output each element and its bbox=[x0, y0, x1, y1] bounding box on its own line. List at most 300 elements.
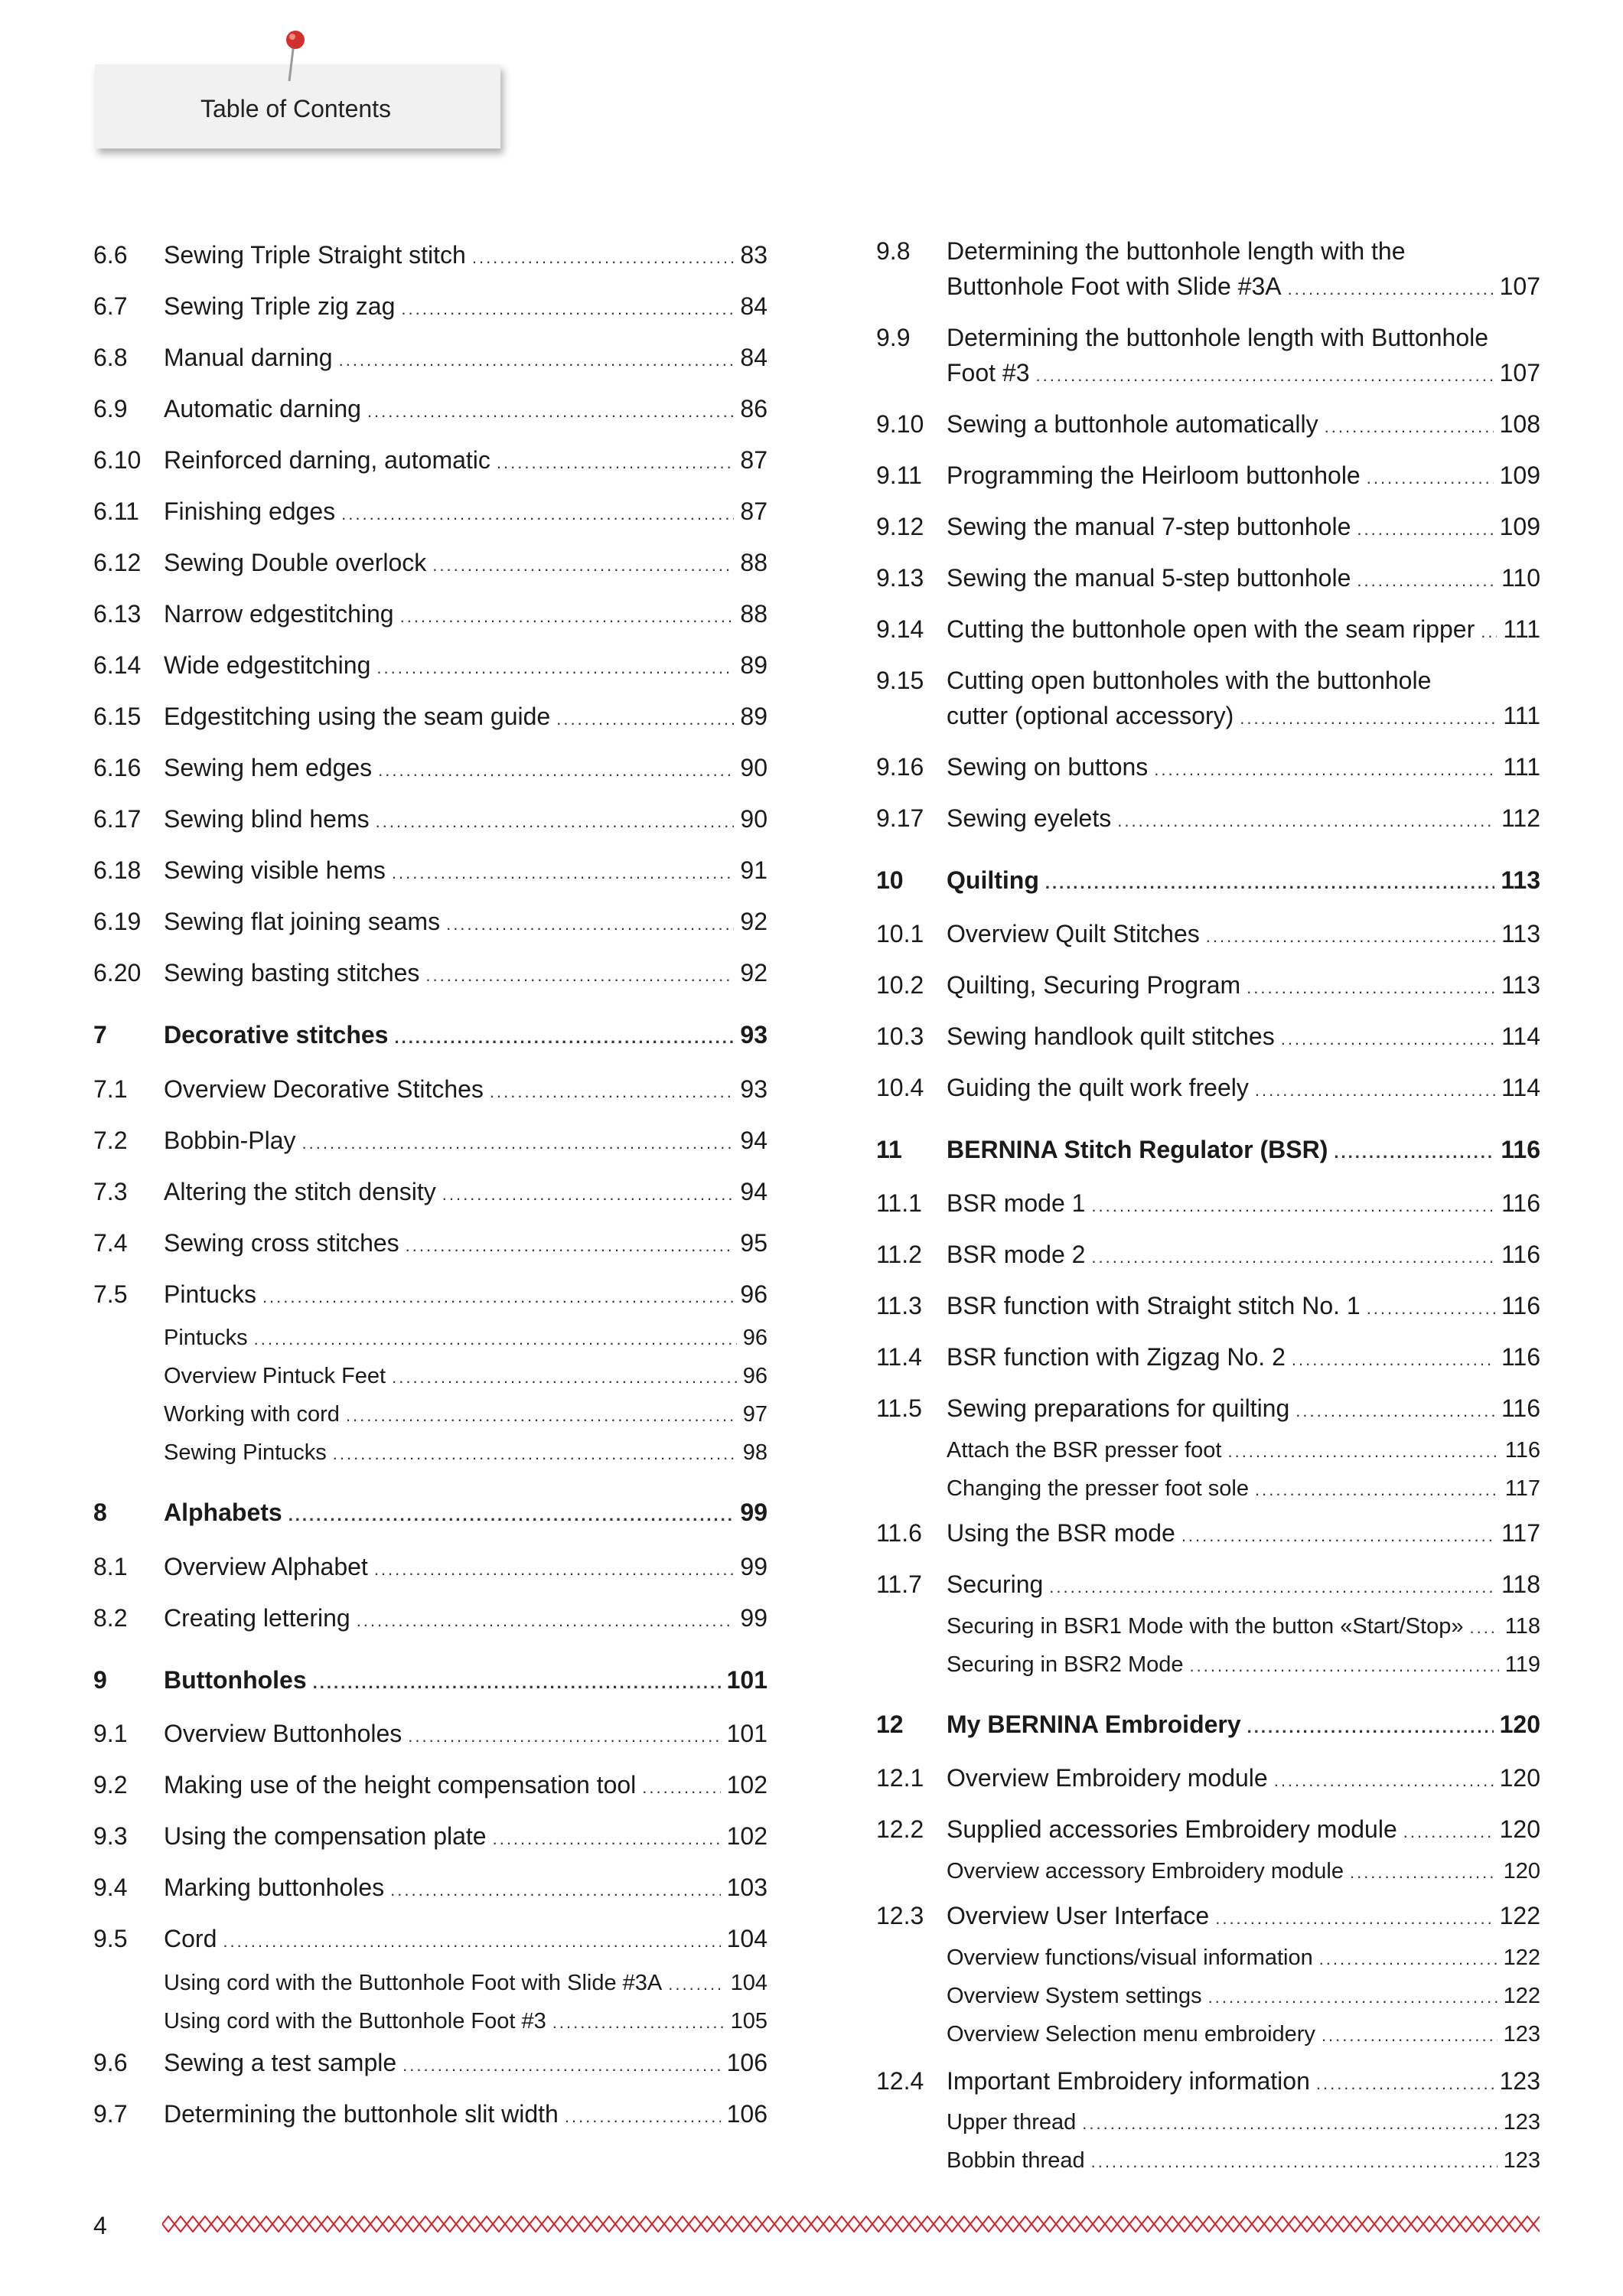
toc-entry-row[interactable] bbox=[876, 749, 1540, 784]
toc-page-number: 120 bbox=[1503, 1859, 1540, 1883]
toc-entry-row[interactable] bbox=[93, 1225, 768, 1261]
dot-leader bbox=[1288, 272, 1494, 307]
toc-page-number: 123 bbox=[1503, 2022, 1540, 2047]
dot-leader bbox=[262, 1280, 734, 1315]
dot-leader bbox=[1247, 970, 1495, 1006]
dot-leader bbox=[1274, 1763, 1494, 1799]
toc-page-number: 120 bbox=[1499, 1711, 1540, 1738]
toc-section-number: 6.20 bbox=[93, 959, 142, 987]
toc-entry-title: Sewing eyelets bbox=[947, 804, 1112, 832]
toc-page-number: 92 bbox=[740, 959, 768, 987]
toc-entry-title: Buttonhole Foot with Slide #3A bbox=[947, 272, 1282, 300]
dot-leader bbox=[406, 1228, 735, 1264]
toc-page-number: 111 bbox=[1503, 702, 1540, 729]
toc-entry-row[interactable] bbox=[876, 1288, 1540, 1323]
toc-entry-title: Using the compensation plate bbox=[164, 1822, 487, 1850]
dot-leader bbox=[1240, 701, 1497, 736]
toc-section-number: 9.4 bbox=[93, 1874, 128, 1901]
toc-section-number: 12.4 bbox=[876, 2067, 924, 2095]
toc-entry-title: BERNINA Stitch Regulator (BSR) bbox=[947, 1136, 1328, 1163]
toc-page-number: 122 bbox=[1503, 1945, 1540, 1970]
toc-page-number: 111 bbox=[1503, 615, 1540, 643]
toc-section-number: 7.5 bbox=[93, 1280, 128, 1308]
toc-entry-title: Sewing cross stitches bbox=[164, 1229, 399, 1257]
toc-sub-row[interactable] bbox=[876, 1977, 1540, 2015]
toc-entry-row[interactable] bbox=[876, 916, 1540, 951]
toc-entry-title: Sewing visible hems bbox=[164, 856, 386, 884]
toc-entry-title: Cutting open buttonholes with the buttonhole bbox=[947, 667, 1432, 694]
toc-section-number: 9.7 bbox=[93, 2100, 128, 2128]
dot-leader bbox=[390, 1873, 720, 1908]
toc-entry-title: Sewing Double overlock bbox=[164, 549, 427, 576]
dot-leader bbox=[1049, 1570, 1495, 1605]
toc-entry-row[interactable] bbox=[93, 904, 768, 939]
toc-entry-row[interactable] bbox=[876, 406, 1540, 442]
toc-entry-row[interactable] bbox=[876, 233, 1540, 304]
dot-leader bbox=[1247, 1710, 1494, 1745]
toc-entry-title: Securing in BSR2 Mode bbox=[947, 1652, 1184, 1677]
toc-section-number: 6.9 bbox=[93, 395, 128, 422]
dot-leader bbox=[497, 445, 735, 481]
toc-section-number: 6.15 bbox=[93, 703, 142, 730]
toc-section-number: 9.1 bbox=[93, 1720, 128, 1747]
toc-entry-title: Sewing handlook quilt stitches bbox=[947, 1022, 1275, 1050]
toc-section-number: 7.2 bbox=[93, 1127, 128, 1154]
toc-page-number: 94 bbox=[740, 1178, 768, 1205]
toc-section-number: 7 bbox=[93, 1021, 107, 1049]
toc-section-number: 9.12 bbox=[876, 513, 924, 540]
toc-entry-title: Sewing Triple Straight stitch bbox=[164, 241, 466, 269]
toc-page-number: 88 bbox=[740, 549, 768, 576]
dot-leader bbox=[1227, 1433, 1498, 1471]
dot-leader bbox=[392, 1358, 737, 1397]
toc-sub-row[interactable] bbox=[876, 1852, 1540, 1890]
toc-entry-row[interactable] bbox=[876, 1898, 1540, 1933]
toc-page-number: 96 bbox=[742, 1326, 768, 1350]
dot-leader bbox=[1316, 2066, 1494, 2102]
toc-entry-row[interactable] bbox=[93, 1071, 768, 1107]
toc-entry-title: Bobbin-Play bbox=[164, 1127, 296, 1154]
toc-entry-row[interactable] bbox=[93, 1870, 768, 1905]
toc-chapter-row[interactable] bbox=[93, 1017, 768, 1052]
toc-page-number: 113 bbox=[1501, 866, 1540, 894]
toc-entry-title: Decorative stitches bbox=[164, 1021, 389, 1049]
dot-leader bbox=[472, 240, 735, 276]
toc-entry-title: Buttonholes bbox=[164, 1666, 307, 1694]
toc-entry-title: cutter (optional accessory) bbox=[947, 702, 1234, 729]
toc-entry-title: Important Embroidery information bbox=[947, 2067, 1310, 2095]
dot-leader bbox=[378, 753, 734, 788]
dot-leader bbox=[1091, 1189, 1495, 1224]
toc-entry-row[interactable] bbox=[876, 1567, 1540, 1602]
dot-leader bbox=[333, 1435, 737, 1473]
toc-entry-row[interactable] bbox=[876, 1186, 1540, 1221]
toc-page-number: 88 bbox=[740, 600, 768, 628]
dot-leader bbox=[392, 856, 735, 891]
toc-chapter-row[interactable] bbox=[93, 1495, 768, 1530]
toc-entry-row[interactable] bbox=[93, 1600, 768, 1636]
dot-leader bbox=[490, 1075, 734, 1110]
dot-leader bbox=[1206, 919, 1495, 954]
toc-sub-row[interactable] bbox=[876, 1607, 1540, 1645]
toc-entry-title: Sewing Pintucks bbox=[164, 1440, 327, 1465]
toc-entry-row[interactable] bbox=[93, 1818, 768, 1854]
toc-section-number: 6.6 bbox=[93, 241, 128, 269]
toc-entry-title: Determining the buttonhole slit width bbox=[164, 2100, 559, 2128]
toc-entry-row[interactable] bbox=[876, 1760, 1540, 1795]
dot-leader bbox=[556, 702, 734, 737]
toc-entry-title: Altering the stitch density bbox=[164, 1178, 436, 1205]
dot-leader bbox=[1325, 409, 1494, 445]
dot-leader bbox=[1208, 1978, 1498, 2017]
dot-leader bbox=[432, 548, 734, 583]
toc-entry-title: Overview Quilt Stitches bbox=[947, 920, 1200, 947]
toc-chapter-row[interactable] bbox=[93, 1662, 768, 1698]
toc-page-number: 92 bbox=[740, 908, 768, 935]
toc-entry-row[interactable] bbox=[93, 1716, 768, 1751]
toc-page-number: 111 bbox=[1503, 753, 1540, 781]
dot-leader bbox=[400, 599, 735, 634]
toc-entry-row[interactable] bbox=[876, 1391, 1540, 1426]
toc-page-number: 102 bbox=[726, 1771, 768, 1799]
toc-page-number: 87 bbox=[740, 497, 768, 525]
toc-page-number: 117 bbox=[1504, 1476, 1540, 1501]
dot-leader bbox=[565, 2099, 721, 2135]
toc-page-number: 107 bbox=[1499, 272, 1540, 300]
toc-page-number: 113 bbox=[1501, 971, 1540, 999]
toc-entry-title: Reinforced darning, automatic bbox=[164, 446, 490, 474]
toc-sub-row[interactable] bbox=[876, 1469, 1540, 1508]
toc-entry-row[interactable] bbox=[876, 967, 1540, 1003]
toc-entry-title: Sewing Triple zig zag bbox=[164, 292, 396, 320]
toc-entry-title: Bobbin thread bbox=[947, 2148, 1085, 2173]
toc-section-number: 6.13 bbox=[93, 600, 142, 628]
dot-leader bbox=[254, 1320, 737, 1358]
toc-section-number: 9.10 bbox=[876, 410, 924, 438]
toc-page-number: 117 bbox=[1501, 1519, 1540, 1547]
dot-leader bbox=[425, 958, 734, 993]
toc-section-number: 6.10 bbox=[93, 446, 142, 474]
dot-leader bbox=[1357, 512, 1493, 547]
toc-section-number: 6.7 bbox=[93, 292, 128, 320]
toc-sub-row[interactable] bbox=[93, 1433, 768, 1472]
dot-leader bbox=[1350, 1854, 1498, 1892]
dot-leader bbox=[302, 1126, 735, 1161]
toc-entry-title: Sewing a test sample bbox=[164, 2049, 397, 2076]
toc-page-number: 116 bbox=[1504, 1438, 1540, 1463]
toc-entry-row[interactable] bbox=[93, 237, 768, 272]
toc-page-number: 107 bbox=[1499, 359, 1540, 386]
toc-chapter-row[interactable] bbox=[876, 1707, 1540, 1742]
toc-entry-row[interactable] bbox=[93, 750, 768, 785]
dot-leader bbox=[1117, 804, 1495, 839]
toc-entry-title: Making use of the height compensation tool bbox=[164, 1771, 637, 1799]
toc-entry-row[interactable] bbox=[876, 2063, 1540, 2099]
toc-entry-title: Using cord with the Buttonhole Foot #3 bbox=[164, 2009, 546, 2033]
toc-page-number: 83 bbox=[740, 241, 768, 269]
toc-section-number: 6.11 bbox=[93, 497, 139, 525]
toc-section-number: 12.1 bbox=[876, 1764, 924, 1792]
toc-entry-row[interactable] bbox=[93, 2096, 768, 2131]
dot-leader bbox=[374, 1552, 735, 1587]
toc-entry-title: Sewing blind hems bbox=[164, 805, 370, 833]
toc-entry-row[interactable] bbox=[93, 1549, 768, 1584]
toc-entry-row[interactable] bbox=[93, 853, 768, 888]
toc-entry-row[interactable] bbox=[93, 1277, 768, 1312]
dot-leader bbox=[1082, 2105, 1497, 2143]
toc-page-number: 90 bbox=[740, 805, 768, 833]
toc-section-number: 7.1 bbox=[93, 1075, 128, 1103]
toc-page-number: 98 bbox=[742, 1440, 768, 1465]
toc-page-number: 116 bbox=[1501, 1241, 1540, 1268]
toc-entry-title: Working with cord bbox=[164, 1402, 340, 1427]
toc-entry-title: Attach the BSR presser foot bbox=[947, 1438, 1222, 1463]
toc-section-number: 9.8 bbox=[876, 237, 911, 265]
toc-section-number: 11.7 bbox=[876, 1570, 922, 1598]
toc-entry-title: Manual darning bbox=[164, 344, 333, 371]
zigzag-diamond-border bbox=[162, 2213, 1540, 2235]
toc-page-number: 94 bbox=[740, 1127, 768, 1154]
toc-page-number: 116 bbox=[1501, 1292, 1540, 1319]
toc-entry-row[interactable] bbox=[876, 1019, 1540, 1054]
toc-section-number: 6.18 bbox=[93, 856, 142, 884]
toc-entry-row[interactable] bbox=[93, 1123, 768, 1158]
toc-page-number: 108 bbox=[1499, 410, 1540, 438]
toc-section-number: 9.15 bbox=[876, 667, 924, 694]
toc-entry-title: Overview Decorative Stitches bbox=[164, 1075, 484, 1103]
toc-sub-row[interactable] bbox=[876, 1939, 1540, 1977]
dot-leader bbox=[401, 292, 734, 327]
dot-leader bbox=[668, 1965, 724, 2004]
toc-entry-title: Overview Buttonholes bbox=[164, 1720, 402, 1747]
toc-entry-title: Pintucks bbox=[164, 1280, 256, 1308]
toc-entry-title: Securing in BSR1 Mode with the button «Start/Stop» bbox=[947, 1614, 1464, 1639]
toc-section-number: 7.4 bbox=[93, 1229, 128, 1257]
toc-sub-row[interactable] bbox=[93, 2002, 768, 2040]
toc-page-number: 95 bbox=[740, 1229, 768, 1257]
page-title: Table of Contents bbox=[200, 95, 392, 122]
toc-entry-title: Upper thread bbox=[947, 2110, 1077, 2135]
toc-page-number: 106 bbox=[726, 2100, 768, 2128]
dot-leader bbox=[341, 497, 734, 532]
toc-entry-title: Edgestitching using the seam guide bbox=[164, 703, 551, 730]
dot-leader bbox=[446, 907, 734, 942]
toc-page-number: 101 bbox=[726, 1666, 768, 1694]
toc-page-number: 122 bbox=[1503, 1984, 1540, 2008]
toc-page-number: 109 bbox=[1499, 461, 1540, 489]
toc-entry-row[interactable] bbox=[93, 289, 768, 324]
dot-leader bbox=[1255, 1471, 1499, 1509]
toc-entry-title: Supplied accessories Embroidery module bbox=[947, 1815, 1397, 1843]
toc-page-number: 114 bbox=[1501, 1022, 1540, 1050]
toc-section-number: 6.16 bbox=[93, 754, 142, 781]
toc-section-number: 9.3 bbox=[93, 1822, 128, 1850]
toc-entry-row[interactable] bbox=[93, 494, 768, 529]
dot-leader bbox=[402, 2048, 720, 2083]
toc-sub-row[interactable] bbox=[93, 1319, 768, 1357]
toc-page-number: 114 bbox=[1501, 1074, 1540, 1101]
toc-section-number: 6.8 bbox=[93, 344, 128, 371]
toc-section-number: 11.3 bbox=[876, 1292, 922, 1319]
toc-entry-title: Sewing basting stitches bbox=[164, 959, 420, 987]
toc-page-number: 93 bbox=[740, 1075, 768, 1103]
toc-section-number: 6.17 bbox=[93, 805, 142, 833]
toc-entry-title: Programming the Heirloom buttonhole bbox=[947, 461, 1361, 489]
dot-leader bbox=[1319, 1940, 1498, 1978]
toc-section-number: 11.5 bbox=[876, 1394, 922, 1422]
dot-leader bbox=[1181, 1518, 1495, 1554]
toc-chapter-row[interactable] bbox=[876, 863, 1540, 898]
dot-leader bbox=[1322, 2017, 1498, 2055]
toc-entry-row[interactable] bbox=[93, 596, 768, 631]
toc-entry-row[interactable] bbox=[93, 699, 768, 734]
toc-sub-row[interactable] bbox=[876, 2103, 1540, 2141]
toc-entry-title: Sewing on buttons bbox=[947, 753, 1149, 781]
dot-leader bbox=[376, 651, 734, 686]
dot-leader bbox=[346, 1397, 737, 1435]
toc-entry-row[interactable] bbox=[93, 1174, 768, 1209]
toc-entry-row[interactable] bbox=[93, 340, 768, 375]
toc-entry-row[interactable] bbox=[876, 612, 1540, 647]
toc-entry-row[interactable] bbox=[93, 647, 768, 683]
toc-entry-row[interactable] bbox=[93, 391, 768, 426]
toc-section-number: 8.2 bbox=[93, 1604, 128, 1632]
toc-entry-title: Overview accessory Embroidery module bbox=[947, 1859, 1344, 1883]
toc-entry-title: Alphabets bbox=[164, 1499, 282, 1526]
toc-entry-title: Overview Alphabet bbox=[164, 1553, 368, 1580]
dot-leader bbox=[1295, 1394, 1495, 1429]
toc-entry-row[interactable] bbox=[876, 509, 1540, 544]
page-number: 4 bbox=[93, 2212, 107, 2239]
toc-page-number: 123 bbox=[1503, 2110, 1540, 2135]
toc-page-number: 118 bbox=[1501, 1570, 1540, 1598]
toc-entry-title: Using the BSR mode bbox=[947, 1519, 1175, 1547]
toc-page-number: 104 bbox=[726, 1925, 768, 1952]
toc-entry-title: Cutting the buttonhole open with the seam ripper bbox=[947, 615, 1475, 643]
toc-sub-row[interactable] bbox=[93, 1395, 768, 1433]
toc-entry-row[interactable] bbox=[876, 458, 1540, 493]
toc-sub-row[interactable] bbox=[876, 1645, 1540, 1684]
dot-leader bbox=[223, 1924, 720, 1959]
toc-entry-row[interactable] bbox=[876, 560, 1540, 595]
dot-leader bbox=[1190, 1647, 1499, 1685]
dot-leader bbox=[339, 343, 735, 378]
toc-page-number: 104 bbox=[730, 1971, 768, 1995]
toc-page-number: 119 bbox=[1504, 1652, 1540, 1677]
toc-section-number: 9.6 bbox=[93, 2049, 128, 2076]
toc-page-number: 91 bbox=[740, 856, 768, 884]
toc-section-number: 9.14 bbox=[876, 615, 924, 643]
toc-entry-row[interactable] bbox=[93, 1921, 768, 1956]
toc-page-number: 118 bbox=[1504, 1614, 1540, 1639]
toc-entry-row[interactable] bbox=[93, 1767, 768, 1802]
toc-entry-title: BSR mode 1 bbox=[947, 1189, 1086, 1217]
toc-entry-title: My BERNINA Embroidery bbox=[947, 1711, 1241, 1738]
toc-chapter-row[interactable] bbox=[876, 1132, 1540, 1167]
toc-entry-title: Quilting bbox=[947, 866, 1039, 894]
toc-entry-title: Sewing a buttonhole automatically bbox=[947, 410, 1318, 438]
toc-page-number: 105 bbox=[730, 2009, 768, 2033]
toc-entry-title: Sewing the manual 7-step buttonhole bbox=[947, 513, 1351, 540]
toc-section-number: 12 bbox=[876, 1711, 904, 1738]
toc-section-number: 12.2 bbox=[876, 1815, 924, 1843]
toc-section-number: 11.6 bbox=[876, 1519, 922, 1547]
toc-entry-row[interactable] bbox=[876, 1515, 1540, 1551]
dot-leader bbox=[313, 1665, 721, 1701]
dot-leader bbox=[376, 804, 735, 840]
dot-leader bbox=[552, 2004, 725, 2042]
toc-section-number: 8 bbox=[93, 1499, 107, 1526]
dot-leader bbox=[1036, 358, 1494, 393]
toc-section-number: 9.13 bbox=[876, 564, 924, 592]
dot-leader bbox=[394, 1020, 734, 1055]
toc-page-number: 112 bbox=[1501, 804, 1540, 832]
toc-entry-title: Using cord with the Buttonhole Foot with Slide #3A bbox=[164, 1971, 663, 1995]
dot-leader bbox=[1045, 866, 1495, 901]
toc-entry-row[interactable] bbox=[93, 801, 768, 837]
toc-sub-row[interactable] bbox=[876, 2015, 1540, 2053]
toc-page-number: 116 bbox=[1501, 1136, 1540, 1163]
toc-entry-row[interactable] bbox=[93, 545, 768, 580]
toc-entry-row[interactable] bbox=[876, 1070, 1540, 1105]
toc-section-number: 12.3 bbox=[876, 1902, 924, 1929]
toc-entry-title: Narrow edgestitching bbox=[164, 600, 394, 628]
toc-section-number: 9.2 bbox=[93, 1771, 128, 1799]
toc-entry-row[interactable] bbox=[876, 801, 1540, 836]
toc-section-number: 11.1 bbox=[876, 1189, 922, 1217]
toc-page-number: 89 bbox=[740, 703, 768, 730]
toc-entry-row[interactable] bbox=[876, 1339, 1540, 1375]
toc-entry-row[interactable] bbox=[876, 1812, 1540, 1847]
toc-section-number: 8.1 bbox=[93, 1553, 128, 1580]
toc-sub-row[interactable] bbox=[876, 1431, 1540, 1469]
toc-page-number: 123 bbox=[1503, 2148, 1540, 2173]
toc-entry-row[interactable] bbox=[93, 2045, 768, 2080]
toc-page-number: 109 bbox=[1499, 513, 1540, 540]
toc-page-number: 96 bbox=[742, 1364, 768, 1388]
toc-section-number: 9.5 bbox=[93, 1925, 128, 1952]
toc-entry-row[interactable] bbox=[93, 442, 768, 478]
toc-entry-row[interactable] bbox=[876, 320, 1540, 390]
toc-page-number: 122 bbox=[1499, 1902, 1540, 1929]
dot-leader bbox=[288, 1498, 735, 1533]
toc-entry-title: Sewing hem edges bbox=[164, 754, 373, 781]
toc-page-number: 102 bbox=[726, 1822, 768, 1850]
toc-entry-title: Determining the buttonhole length with the bbox=[947, 237, 1406, 265]
toc-section-number: 9.17 bbox=[876, 804, 924, 832]
dot-leader bbox=[1469, 1609, 1498, 1647]
toc-section-number: 6.19 bbox=[93, 908, 142, 935]
toc-sub-row[interactable] bbox=[93, 1964, 768, 2002]
toc-section-number: 9.9 bbox=[876, 324, 911, 351]
toc-page-number: 116 bbox=[1501, 1189, 1540, 1217]
dot-leader bbox=[1091, 2143, 1498, 2181]
toc-section-number: 10 bbox=[876, 866, 904, 894]
toc-entry-row[interactable] bbox=[876, 663, 1540, 733]
toc-entry-title: Overview functions/visual information bbox=[947, 1945, 1313, 1970]
toc-section-number: 9.11 bbox=[876, 461, 922, 489]
dot-leader bbox=[1334, 1135, 1494, 1170]
dot-leader bbox=[367, 394, 734, 429]
toc-section-number: 11.4 bbox=[876, 1343, 922, 1371]
toc-page-number: 116 bbox=[1501, 1343, 1540, 1371]
toc-entry-title: Pintucks bbox=[164, 1326, 248, 1350]
toc-sub-row[interactable] bbox=[93, 1357, 768, 1395]
toc-page-number: 86 bbox=[740, 395, 768, 422]
toc-sub-row[interactable] bbox=[876, 2141, 1540, 2180]
toc-entry-row[interactable] bbox=[93, 955, 768, 990]
toc-entry-row[interactable] bbox=[876, 1237, 1540, 1272]
